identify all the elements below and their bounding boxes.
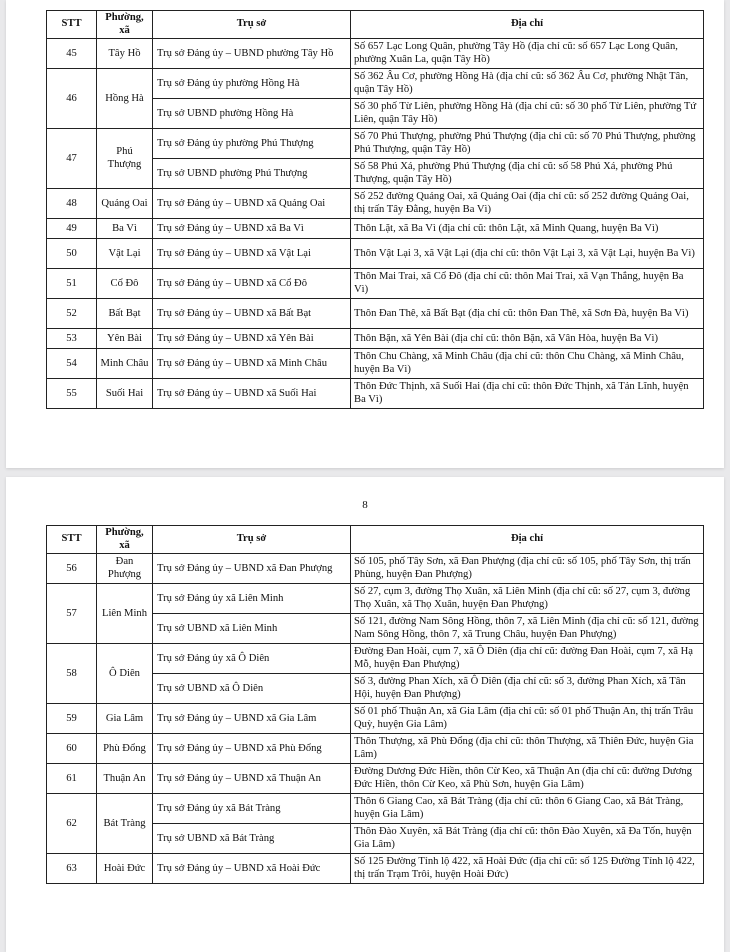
page-number: 8 bbox=[362, 499, 368, 511]
table-row bbox=[47, 299, 704, 329]
row-stt: 50 bbox=[47, 239, 97, 269]
row-ward-name: Thuận An bbox=[97, 764, 153, 794]
row-ward-name: Yên Bài bbox=[97, 329, 153, 349]
row-hq: Trụ sở Đảng ủy – UBND xã Bất Bạt bbox=[153, 299, 351, 329]
row-hq: Trụ sở Đảng ủy – UBND xã Phù Đổng bbox=[153, 734, 351, 764]
table-row bbox=[47, 39, 704, 69]
header-hq: Trụ sở bbox=[153, 11, 351, 39]
table-row bbox=[47, 734, 704, 764]
table-row bbox=[47, 704, 704, 734]
row-address: Số 362 Âu Cơ, phường Hồng Hà (địa chỉ cũ: số 362 Âu Cơ, phường Nhật Tân, quận Tây Hồ) bbox=[351, 69, 704, 99]
table-row bbox=[47, 584, 704, 614]
row-stt: 52 bbox=[47, 299, 97, 329]
row-ward-name: Hồng Hà bbox=[97, 69, 153, 129]
row-address: Thôn 6 Giang Cao, xã Bát Tràng (địa chỉ cũ: thôn 6 Giang Cao, xã Bát Tràng, huyện Gia Lâm) bbox=[351, 794, 704, 824]
row-stt: 56 bbox=[47, 554, 97, 584]
row-address: Thôn Mai Trai, xã Cổ Đô (địa chỉ cũ: thôn Mai Trai, xã Vạn Thắng, huyện Ba Vì) bbox=[351, 269, 704, 299]
row-ward-name: Hoài Đức bbox=[97, 854, 153, 884]
table-header-row bbox=[47, 526, 704, 554]
row-stt: 53 bbox=[47, 329, 97, 349]
row-address: Thôn Đức Thịnh, xã Suối Hai (địa chỉ cũ: thôn Đức Thịnh, xã Tản Lĩnh, huyện Ba Vì) bbox=[351, 379, 704, 409]
row-hq: Trụ sở Đảng ủy – UBND xã Gia Lâm bbox=[153, 704, 351, 734]
row-address: Số 01 phố Thuận An, xã Gia Lâm (địa chỉ cũ: số 01 phố Thuận An, thị trấn Trâu Quỳ, huyện Gia Lâm) bbox=[351, 704, 704, 734]
row-hq: Trụ sở Đảng ủy – UBND xã Vật Lại bbox=[153, 239, 351, 269]
row-stt: 45 bbox=[47, 39, 97, 69]
row-hq: Trụ sở Đảng ủy xã Ô Diên bbox=[153, 644, 351, 674]
row-ward-name: Bất Bạt bbox=[97, 299, 153, 329]
row-hq: Trụ sở UBND phường Hồng Hà bbox=[153, 99, 351, 129]
table-row bbox=[47, 349, 704, 379]
row-ward-name: Ô Diên bbox=[97, 644, 153, 704]
row-stt: 57 bbox=[47, 584, 97, 644]
row-ward-name: Vật Lại bbox=[97, 239, 153, 269]
row-address: Thôn Thượng, xã Phù Đổng (địa chỉ cũ: thôn Thượng, xã Thiên Đức, huyện Gia Lâm) bbox=[351, 734, 704, 764]
table-row bbox=[47, 854, 704, 884]
row-hq: Trụ sở Đảng ủy – UBND xã Suối Hai bbox=[153, 379, 351, 409]
row-address: Số 105, phố Tây Sơn, xã Đan Phượng (địa chỉ cũ: số 105, phố Tây Sơn, thị trấn Phùng, huyện Đan Phượng) bbox=[351, 554, 704, 584]
row-ward-name: Suối Hai bbox=[97, 379, 153, 409]
header-ward: Phường, xã bbox=[97, 11, 153, 39]
table-row bbox=[47, 269, 704, 299]
row-address: Số 252 đường Quảng Oai, xã Quảng Oai (địa chỉ cũ: số 252 đường Quảng Oai, thị trấn Tây Đằng, huyện Ba Vì) bbox=[351, 189, 704, 219]
row-address: Thôn Vật Lại 3, xã Vật Lại (địa chỉ cũ: thôn Vật Lại 3, xã Vật Lại, huyện Ba Vì) bbox=[351, 239, 704, 269]
row-hq: Trụ sở Đảng ủy – UBND xã Yên Bài bbox=[153, 329, 351, 349]
row-hq: Trụ sở UBND xã Bát Tràng bbox=[153, 824, 351, 854]
table-row bbox=[47, 219, 704, 239]
row-hq: Trụ sở UBND phường Phú Thượng bbox=[153, 159, 351, 189]
row-address: Số 125 Đường Tỉnh lộ 422, xã Hoài Đức (địa chỉ cũ: số 125 Đường Tỉnh lộ 422, thị trấn Trạm Trôi, huyện Hoài Đức) bbox=[351, 854, 704, 884]
row-hq: Trụ sở Đảng ủy – UBND xã Quảng Oai bbox=[153, 189, 351, 219]
header-stt: STT bbox=[47, 526, 97, 554]
row-address: Thôn Lặt, xã Ba Vì (địa chỉ cũ: thôn Lặt, xã Minh Quang, huyện Ba Vì) bbox=[351, 219, 704, 239]
row-ward-name: Đan Phượng bbox=[97, 554, 153, 584]
row-stt: 61 bbox=[47, 764, 97, 794]
header-address: Địa chỉ bbox=[351, 526, 704, 554]
row-ward-name: Gia Lâm bbox=[97, 704, 153, 734]
row-stt: 54 bbox=[47, 349, 97, 379]
row-hq: Trụ sở Đảng ủy xã Liên Minh bbox=[153, 584, 351, 614]
row-stt: 59 bbox=[47, 704, 97, 734]
row-hq: Trụ sở Đảng ủy xã Bát Tràng bbox=[153, 794, 351, 824]
row-ward-name: Phù Đổng bbox=[97, 734, 153, 764]
row-address: Số 27, cụm 3, đường Thọ Xuân, xã Liên Minh (địa chỉ cũ: số 27, cụm 3, đường Thọ Xuân, xã Thọ Xuân, huyện Đan Phượng) bbox=[351, 584, 704, 614]
row-address: Số 70 Phú Thượng, phường Phú Thượng (địa chỉ cũ: số 70 Phú Thượng, phường Phú Thượng, quận Tây Hồ) bbox=[351, 129, 704, 159]
row-hq: Trụ sở Đảng ủy – UBND xã Minh Châu bbox=[153, 349, 351, 379]
row-stt: 62 bbox=[47, 794, 97, 854]
row-ward-name: Cổ Đô bbox=[97, 269, 153, 299]
row-address: Đường Đan Hoài, cụm 7, xã Ô Diên (địa chỉ cũ: đường Đan Hoài, cụm 7, xã Hạ Mỗ, huyện Đan Phượng) bbox=[351, 644, 704, 674]
table-row bbox=[47, 329, 704, 349]
row-stt: 47 bbox=[47, 129, 97, 189]
row-hq: Trụ sở Đảng ủy – UBND xã Thuận An bbox=[153, 764, 351, 794]
row-address: Thôn Đan Thê, xã Bất Bạt (địa chỉ cũ: thôn Đan Thê, xã Sơn Đà, huyện Ba Vì) bbox=[351, 299, 704, 329]
table-row bbox=[47, 189, 704, 219]
row-hq: Trụ sở Đảng ủy phường Hồng Hà bbox=[153, 69, 351, 99]
document-page-2 bbox=[6, 477, 724, 952]
row-hq: Trụ sở Đảng ủy – UBND xã Cổ Đô bbox=[153, 269, 351, 299]
table-row bbox=[47, 239, 704, 269]
office-table-page-2 bbox=[46, 525, 704, 884]
table-row bbox=[47, 644, 704, 674]
row-address: Thôn Đào Xuyên, xã Bát Tràng (địa chỉ cũ: thôn Đào Xuyên, xã Đa Tốn, huyện Gia Lâm) bbox=[351, 824, 704, 854]
row-address: Số 657 Lạc Long Quân, phường Tây Hồ (địa chỉ cũ: số 657 Lạc Long Quân, phường Xuân La, quận Tây Hồ) bbox=[351, 39, 704, 69]
header-hq: Trụ sở bbox=[153, 526, 351, 554]
row-stt: 58 bbox=[47, 644, 97, 704]
row-hq: Trụ sở Đảng ủy – UBND xã Đan Phượng bbox=[153, 554, 351, 584]
row-ward-name: Phú Thượng bbox=[97, 129, 153, 189]
row-address: Số 121, đường Nam Sông Hồng, thôn 7, xã Liên Minh (địa chỉ cũ: số 121, đường Nam Sông Hồng, thôn 7, xã Trung Châu, huyện Đan Phượng) bbox=[351, 614, 704, 644]
row-address: Số 3, đường Phan Xích, xã Ô Diên (địa chỉ cũ: số 3, đường Phan Xích, xã Tân Hội, huyện Đan Phượng) bbox=[351, 674, 704, 704]
row-stt: 51 bbox=[47, 269, 97, 299]
office-table-page-1 bbox=[46, 10, 704, 409]
row-hq: Trụ sở Đảng ủy – UBND phường Tây Hồ bbox=[153, 39, 351, 69]
row-address: Số 30 phố Từ Liên, phường Hồng Hà (địa chỉ cũ: số 30 phố Từ Liên, phường Tứ Liên, quận Tây Hồ) bbox=[351, 99, 704, 129]
row-hq: Trụ sở Đảng ủy – UBND xã Hoài Đức bbox=[153, 854, 351, 884]
table-row bbox=[47, 379, 704, 409]
document-page-1 bbox=[6, 0, 724, 468]
row-hq: Trụ sở Đảng ủy – UBND xã Ba Vì bbox=[153, 219, 351, 239]
table-row bbox=[47, 69, 704, 99]
header-ward: Phường, xã bbox=[97, 526, 153, 554]
row-ward-name: Bát Tràng bbox=[97, 794, 153, 854]
row-hq: Trụ sở UBND xã Ô Diên bbox=[153, 674, 351, 704]
table-row bbox=[47, 764, 704, 794]
row-address: Thôn Chu Chàng, xã Minh Châu (địa chỉ cũ: thôn Chu Chàng, xã Minh Châu, huyện Ba Vì) bbox=[351, 349, 704, 379]
row-stt: 48 bbox=[47, 189, 97, 219]
row-stt: 55 bbox=[47, 379, 97, 409]
row-stt: 46 bbox=[47, 69, 97, 129]
row-stt: 49 bbox=[47, 219, 97, 239]
row-ward-name: Minh Châu bbox=[97, 349, 153, 379]
table-header-row bbox=[47, 11, 704, 39]
row-ward-name: Tây Hồ bbox=[97, 39, 153, 69]
header-address: Địa chỉ bbox=[351, 11, 704, 39]
row-address: Đường Dương Đức Hiền, thôn Cừ Keo, xã Thuận An (địa chỉ cũ: đường Dương Đức Hiền, thôn Cừ Keo, xã Phù Sơn, huyện Gia Lâm) bbox=[351, 764, 704, 794]
header-stt: STT bbox=[47, 11, 97, 39]
row-ward-name: Quảng Oai bbox=[97, 189, 153, 219]
row-address: Thôn Bặn, xã Yên Bài (địa chỉ cũ: thôn Bặn, xã Vân Hòa, huyện Ba Vì) bbox=[351, 329, 704, 349]
row-stt: 63 bbox=[47, 854, 97, 884]
row-address: Số 58 Phú Xá, phường Phú Thượng (địa chỉ cũ: số 58 Phú Xá, phường Phú Thượng, quận Tây Hồ) bbox=[351, 159, 704, 189]
row-stt: 60 bbox=[47, 734, 97, 764]
row-ward-name: Ba Vì bbox=[97, 219, 153, 239]
table-row bbox=[47, 794, 704, 824]
table-row bbox=[47, 554, 704, 584]
row-hq: Trụ sở Đảng ủy phường Phú Thượng bbox=[153, 129, 351, 159]
table-row bbox=[47, 129, 704, 159]
row-ward-name: Liên Minh bbox=[97, 584, 153, 644]
row-hq: Trụ sở UBND xã Liên Minh bbox=[153, 614, 351, 644]
